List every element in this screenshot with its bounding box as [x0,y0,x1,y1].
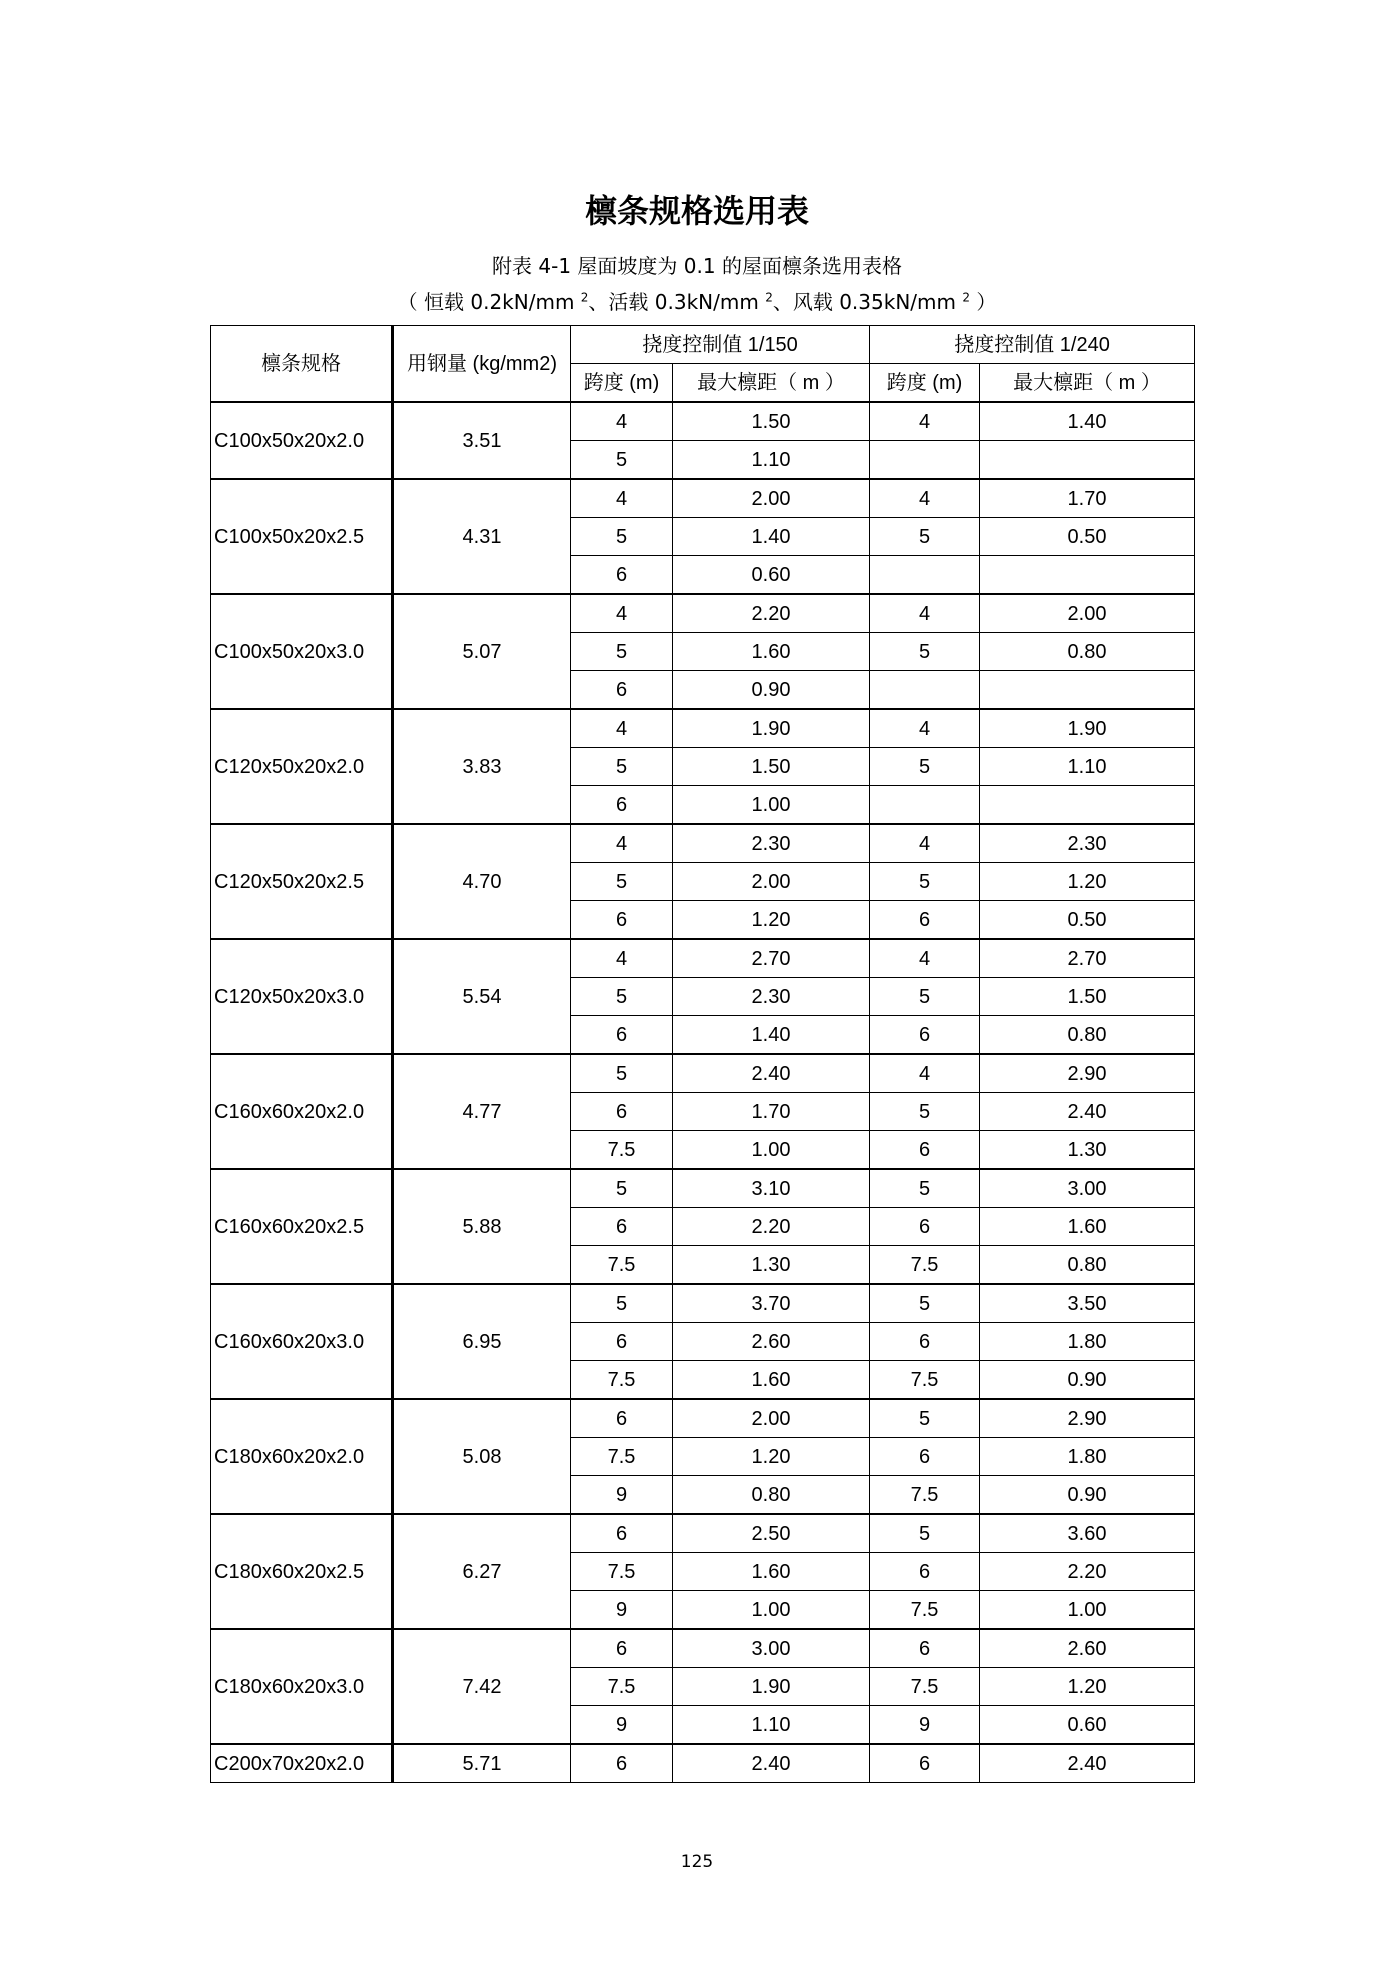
span-150: 5 [571,1054,673,1093]
max-spacing-150: 2.00 [673,863,870,901]
max-spacing-240: 2.70 [980,939,1195,978]
span-150: 6 [571,1208,673,1246]
max-spacing-150: 1.10 [673,1706,870,1745]
span-240: 7.5 [870,1476,980,1515]
max-spacing-150: 2.00 [673,1399,870,1438]
header-max-150: 最大檩距（ m ） [673,364,870,403]
purlin-spec: C160x60x20x3.0 [211,1284,393,1399]
span-240: 7.5 [870,1668,980,1706]
table-row [211,479,1195,518]
steel-usage: 5.07 [393,594,571,709]
span-150: 6 [571,1744,673,1783]
max-spacing-150: 1.00 [673,1131,870,1170]
max-spacing-150: 0.90 [673,671,870,710]
span-240: 5 [870,1284,980,1323]
max-spacing-150: 1.30 [673,1246,870,1285]
purlin-spec: C120x50x20x2.5 [211,824,393,939]
span-240: 5 [870,748,980,786]
max-spacing-150: 1.10 [673,441,870,480]
span-150: 7.5 [571,1361,673,1400]
span-150: 4 [571,402,673,441]
span-240 [870,556,980,595]
span-240: 4 [870,939,980,978]
max-spacing-150: 1.20 [673,1438,870,1476]
max-spacing-150: 0.80 [673,1476,870,1515]
span-150: 4 [571,824,673,863]
purlin-spec: C100x50x20x2.5 [211,479,393,594]
span-150: 7.5 [571,1246,673,1285]
max-spacing-240: 0.50 [980,518,1195,556]
loads-live: 、活载 0.3kN/mm [588,290,766,314]
max-spacing-150: 2.30 [673,824,870,863]
max-spacing-240: 0.60 [980,1706,1195,1745]
steel-usage: 5.08 [393,1399,571,1514]
max-spacing-150: 3.10 [673,1169,870,1208]
max-spacing-240: 1.90 [980,709,1195,748]
table-row [211,1054,1195,1093]
header-spec: 檩条规格 [211,326,393,403]
span-150: 6 [571,1093,673,1131]
steel-usage: 4.70 [393,824,571,939]
max-spacing-150: 1.70 [673,1093,870,1131]
span-150: 5 [571,863,673,901]
max-spacing-240: 1.10 [980,748,1195,786]
span-150: 6 [571,1399,673,1438]
span-150: 5 [571,633,673,671]
purlin-spec: C100x50x20x2.0 [211,402,393,479]
span-240: 6 [870,1744,980,1783]
span-150: 7.5 [571,1438,673,1476]
max-spacing-240: 2.90 [980,1054,1195,1093]
max-spacing-150: 2.00 [673,479,870,518]
max-spacing-240: 1.00 [980,1591,1195,1630]
span-240: 7.5 [870,1246,980,1285]
span-240: 6 [870,1131,980,1170]
header-span-240: 跨度 (m) [870,364,980,403]
max-spacing-150: 2.50 [673,1514,870,1553]
header-group-150: 挠度控制值 1/150 [571,326,870,364]
max-spacing-240: 3.00 [980,1169,1195,1208]
purlin-spec: C180x60x20x3.0 [211,1629,393,1744]
span-240 [870,441,980,480]
purlin-spec: C160x60x20x2.5 [211,1169,393,1284]
span-240 [870,786,980,825]
span-240: 4 [870,709,980,748]
max-spacing-150: 2.70 [673,939,870,978]
table-row [211,1399,1195,1438]
purlin-spec: C180x60x20x2.5 [211,1514,393,1629]
span-240: 6 [870,1208,980,1246]
span-150: 5 [571,518,673,556]
max-spacing-240: 0.80 [980,1016,1195,1055]
max-spacing-240: 0.80 [980,1246,1195,1285]
max-spacing-150: 0.60 [673,556,870,595]
max-spacing-240: 1.20 [980,863,1195,901]
max-spacing-240 [980,441,1195,480]
span-240: 5 [870,1169,980,1208]
span-240: 6 [870,1629,980,1668]
max-spacing-240: 2.00 [980,594,1195,633]
max-spacing-240: 1.40 [980,402,1195,441]
purlin-spec: C180x60x20x2.0 [211,1399,393,1514]
span-240: 7.5 [870,1361,980,1400]
span-240: 7.5 [870,1591,980,1630]
max-spacing-150: 3.70 [673,1284,870,1323]
table-row [211,1284,1195,1323]
span-150: 4 [571,709,673,748]
span-240: 5 [870,1514,980,1553]
max-spacing-150: 2.20 [673,594,870,633]
span-240: 4 [870,824,980,863]
max-spacing-150: 2.60 [673,1323,870,1361]
span-240: 4 [870,594,980,633]
span-240: 5 [870,518,980,556]
span-240: 5 [870,1399,980,1438]
max-spacing-150: 2.40 [673,1054,870,1093]
purlin-table [210,325,1195,1783]
steel-usage: 5.71 [393,1744,571,1783]
load-conditions [0,286,1394,315]
loads-wind: 、风载 0.35kN/mm [772,290,963,314]
max-spacing-150: 1.50 [673,402,870,441]
max-spacing-240: 2.30 [980,824,1195,863]
span-150: 7.5 [571,1131,673,1170]
span-150: 4 [571,594,673,633]
max-spacing-150: 2.40 [673,1744,870,1783]
max-spacing-240: 0.90 [980,1476,1195,1515]
steel-usage: 4.31 [393,479,571,594]
max-spacing-240 [980,671,1195,710]
max-spacing-240: 1.50 [980,978,1195,1016]
header-span-150: 跨度 (m) [571,364,673,403]
max-spacing-150: 1.00 [673,786,870,825]
span-150: 5 [571,978,673,1016]
span-150: 6 [571,1016,673,1055]
table-body [211,402,1195,1783]
max-spacing-150: 1.40 [673,1016,870,1055]
page-number: 125 [680,1852,714,1872]
span-150: 9 [571,1476,673,1515]
table-row [211,709,1195,748]
page-title: 檩条规格选用表 [584,192,809,230]
table-row [211,1514,1195,1553]
span-150: 6 [571,1514,673,1553]
max-spacing-240: 3.60 [980,1514,1195,1553]
span-150: 5 [571,1169,673,1208]
span-150: 6 [571,901,673,940]
max-spacing-150: 2.20 [673,1208,870,1246]
max-spacing-240: 0.90 [980,1361,1195,1400]
max-spacing-240: 1.20 [980,1668,1195,1706]
span-240: 6 [870,1323,980,1361]
table-row [211,1169,1195,1208]
max-spacing-240: 2.40 [980,1093,1195,1131]
max-spacing-240: 2.20 [980,1553,1195,1591]
table-row [211,939,1195,978]
max-spacing-240: 2.90 [980,1399,1195,1438]
span-240 [870,671,980,710]
max-spacing-240: 3.50 [980,1284,1195,1323]
header-max-240: 最大檩距（ m ） [980,364,1195,403]
table-row [211,824,1195,863]
max-spacing-150: 1.00 [673,1591,870,1630]
steel-usage: 4.77 [393,1054,571,1169]
steel-usage: 7.42 [393,1629,571,1744]
span-150: 6 [571,671,673,710]
span-150: 9 [571,1591,673,1630]
span-240: 9 [870,1706,980,1745]
max-spacing-150: 1.40 [673,518,870,556]
max-spacing-150: 1.90 [673,1668,870,1706]
span-240: 4 [870,402,980,441]
steel-usage: 5.54 [393,939,571,1054]
table-row [211,1629,1195,1668]
span-150: 6 [571,1629,673,1668]
span-150: 7.5 [571,1553,673,1591]
steel-usage: 5.88 [393,1169,571,1284]
max-spacing-150: 1.20 [673,901,870,940]
purlin-spec: C120x50x20x2.0 [211,709,393,824]
max-spacing-240: 1.80 [980,1323,1195,1361]
span-150: 4 [571,479,673,518]
max-spacing-150: 1.90 [673,709,870,748]
span-240: 6 [870,1016,980,1055]
span-150: 6 [571,786,673,825]
max-spacing-150: 2.30 [673,978,870,1016]
table-row [211,1744,1195,1783]
max-spacing-240 [980,786,1195,825]
span-240: 6 [870,1438,980,1476]
span-150: 6 [571,1323,673,1361]
steel-usage: 6.27 [393,1514,571,1629]
table-row [211,594,1195,633]
span-150: 5 [571,441,673,480]
max-spacing-240: 1.60 [980,1208,1195,1246]
span-240: 4 [870,479,980,518]
span-240: 4 [870,1054,980,1093]
max-spacing-240 [980,556,1195,595]
span-240: 5 [870,633,980,671]
max-spacing-240: 2.60 [980,1629,1195,1668]
span-240: 5 [870,978,980,1016]
max-spacing-150: 1.60 [673,633,870,671]
header-steel: 用钢量 (kg/mm2) [393,326,571,403]
loads-dead-sup: 2 [580,290,589,305]
max-spacing-150: 1.60 [673,1553,870,1591]
span-240: 5 [870,863,980,901]
span-240: 6 [870,901,980,940]
purlin-spec: C200x70x20x2.0 [211,1744,393,1783]
max-spacing-150: 1.60 [673,1361,870,1400]
header-group-240: 挠度控制值 1/240 [870,326,1195,364]
steel-usage: 3.83 [393,709,571,824]
purlin-spec: C160x60x20x2.0 [211,1054,393,1169]
loads-live-sup: 2 [765,290,773,305]
purlin-spec: C100x50x20x3.0 [211,594,393,709]
table-row [211,402,1195,441]
steel-usage: 3.51 [393,402,571,479]
max-spacing-240: 2.40 [980,1744,1195,1783]
span-150: 7.5 [571,1668,673,1706]
table-subtitle: 附表 4-1 屋面坡度为 0.1 的屋面檩条选用表格 [492,254,902,278]
loads-dead: （ 恒载 0.2kN/mm [397,290,581,314]
steel-usage: 6.95 [393,1284,571,1399]
max-spacing-240: 0.80 [980,633,1195,671]
loads-close: ） [969,290,997,314]
span-150: 5 [571,748,673,786]
max-spacing-150: 1.50 [673,748,870,786]
max-spacing-150: 3.00 [673,1629,870,1668]
max-spacing-240: 0.50 [980,901,1195,940]
max-spacing-240: 1.80 [980,1438,1195,1476]
span-240: 5 [870,1093,980,1131]
span-240: 6 [870,1553,980,1591]
span-150: 5 [571,1284,673,1323]
max-spacing-240: 1.30 [980,1131,1195,1170]
header-row [211,326,1195,364]
span-150: 9 [571,1706,673,1745]
loads-wind-sup: 2 [962,290,970,305]
max-spacing-240: 1.70 [980,479,1195,518]
span-150: 6 [571,556,673,595]
purlin-spec: C120x50x20x3.0 [211,939,393,1054]
span-150: 4 [571,939,673,978]
